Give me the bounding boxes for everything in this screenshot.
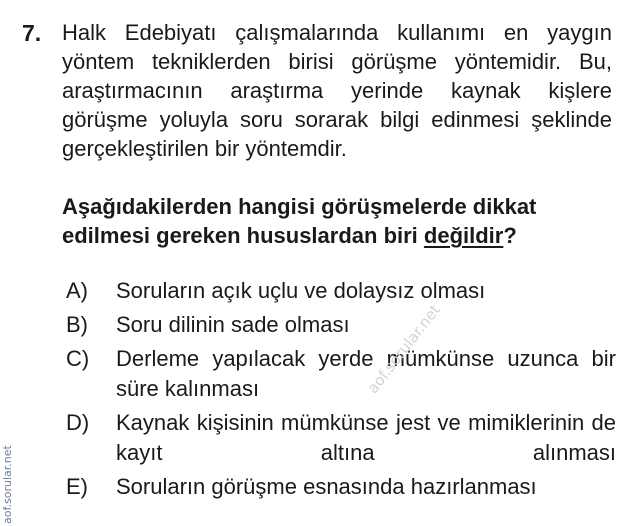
option-d[interactable] (66, 408, 616, 468)
prompt-question-mark: ? (503, 223, 517, 248)
option-letter: E) (66, 474, 88, 499)
option-text: Soru dilinin sade olması (116, 312, 350, 337)
option-text: Soruların açık uçlu ve dolaysız olması (116, 278, 486, 303)
option-c[interactable] (66, 344, 616, 404)
option-letter: A) (66, 278, 88, 303)
option-b[interactable] (66, 310, 616, 340)
option-a[interactable] (66, 276, 616, 306)
watermark-side: aof.sorular.net (1, 445, 14, 524)
question-number: 7. (22, 20, 42, 46)
question-prompt (62, 192, 622, 250)
option-e[interactable] (66, 472, 616, 502)
prompt-main-text: Aşağıdakilerden hangisi görüşmelerde dikkat edilmesi gereken hususlardan biri (62, 194, 537, 248)
answer-options (66, 276, 616, 506)
option-text: Derleme yapılacak yerde mümkünse uzunca bir süre kalınması (116, 346, 616, 401)
option-text: Kaynak kişisinin mümkünse jest ve mimiklerinin de kayıt altına alınması (116, 410, 616, 465)
option-letter: C) (66, 346, 90, 371)
option-text: Soruların görüşme esnasında hazırlanması (116, 474, 537, 499)
prompt-negative-word: değildir (423, 223, 504, 248)
option-letter: B) (66, 312, 88, 337)
option-letter: D) (66, 410, 90, 435)
watermark-diagonal: aof.sorular.net (363, 301, 444, 397)
question-stem: Halk Edebiyatı çalışmalarında kullanımı en yaygın yöntem tekniklerden birisi görüşme yöntemidir. Bu, araştırmacının araştırma yerinde kaynak kişlere görüşme yoluyla soru sorarak bilgi edinmesi şeklinde gerçekleştirilen bir yöntemdir. (62, 20, 612, 161)
